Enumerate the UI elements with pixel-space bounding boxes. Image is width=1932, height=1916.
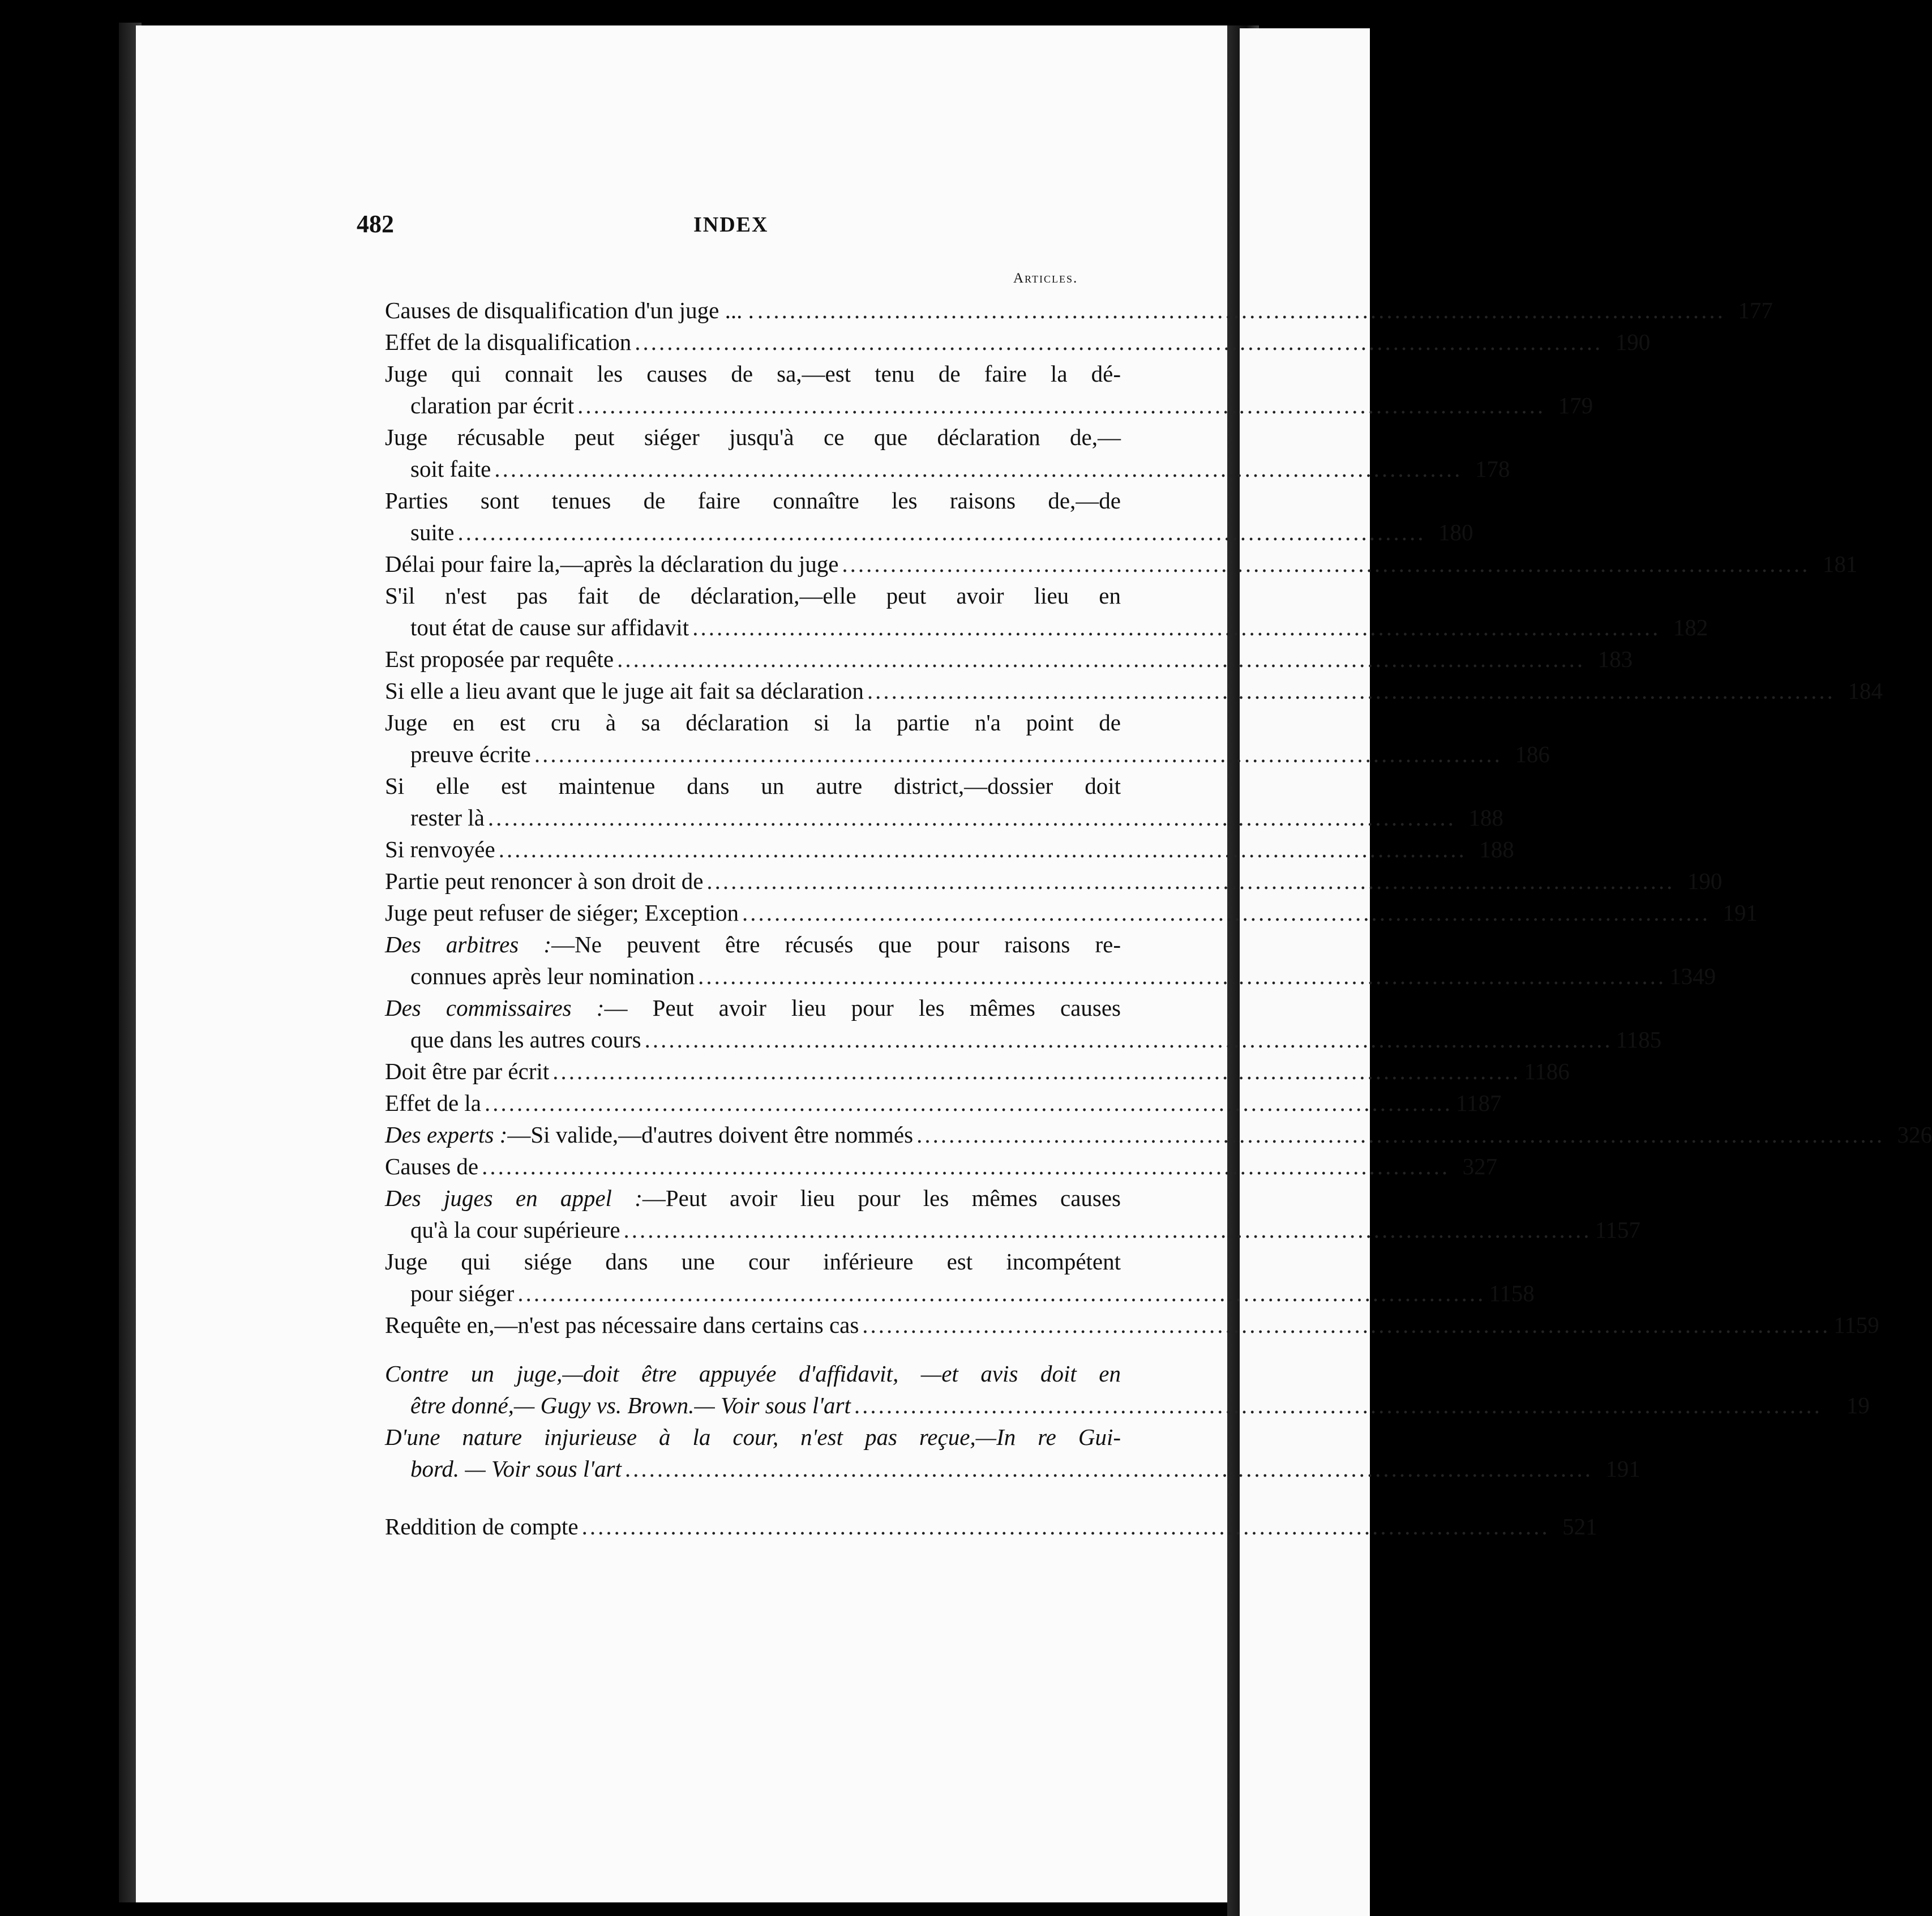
article-number: 326 (1897, 1122, 1932, 1148)
index-line (385, 707, 1121, 738)
index-entry-body: que dans les autres cours (410, 1027, 641, 1053)
index-line (410, 1214, 1641, 1246)
index-line (385, 1309, 1879, 1341)
index-entry-body: Effet de la disqualification (385, 329, 632, 355)
article-number: 177 (1738, 297, 1773, 323)
leader-dots: ........................................................................................................................ (494, 456, 1463, 482)
index-entry-italic: Des arbitres : (385, 931, 552, 957)
index-entry-body: Reddition de compte (385, 1513, 579, 1539)
index-entry-body: tout état de cause sur affidavit (410, 614, 689, 640)
leader-dots: ........................................................................................................................ (534, 741, 1502, 767)
index-entry-text (410, 1453, 622, 1485)
article-number: 191 (1605, 1456, 1640, 1482)
index-entry-text (410, 738, 531, 770)
index-entry-body: Juge qui siége dans une cour inférieure est incompétent (385, 1248, 1121, 1275)
index-entry-body: Causes de (385, 1153, 479, 1179)
article-number: 182 (1673, 614, 1708, 640)
index-entry-text (385, 294, 754, 326)
index-entry-text (410, 453, 491, 485)
index-line (385, 1119, 1932, 1151)
article-number: 179 (1558, 392, 1593, 418)
index-entry-text (385, 1119, 913, 1151)
article-number: 191 (1723, 900, 1758, 926)
leader-dots: ........................................................................................................................ (485, 1090, 1453, 1116)
index-entry-body: Parties sont tenues de faire connaître les raisons de,—de (385, 487, 1121, 514)
index-line (385, 1421, 1121, 1453)
index-entry-text (385, 675, 864, 707)
index-entry-text (385, 833, 495, 865)
leader-dots: ........................................................................................................................ (482, 1153, 1450, 1179)
index-entry-body: Si elle a lieu avant que le juge ait fait sa déclaration (385, 678, 864, 704)
leader-dots: ........................................................................................................................ (842, 551, 1810, 577)
index-line (385, 1246, 1121, 1277)
article-number: 521 (1562, 1513, 1597, 1539)
index-entry-italic: D'une nature injurieuse à la cour, n'est pas reçue,—In re Gui- (385, 1424, 1121, 1450)
index-entry-text (410, 516, 454, 548)
index-entry-body: Juge qui connait les causes de sa,—est tenu de faire la dé- (385, 361, 1121, 387)
index-line (410, 960, 1716, 992)
index-line (410, 1453, 1640, 1485)
leader-dots: ........................................................................................................................ (487, 805, 1456, 831)
index-line (385, 897, 1758, 929)
index-entry-body: Délai pour faire la,—après la déclaration du juge (385, 551, 839, 577)
leader-dots: ........................................................................................................................ (644, 1027, 1613, 1053)
index-entry-italic: Des commissaires : (385, 995, 605, 1021)
index-entry-text (385, 707, 1121, 738)
index-entry-text (385, 1151, 478, 1182)
index-entry-text (385, 770, 1121, 802)
index-entry-text (410, 1277, 514, 1309)
leader-dots: ........................................................................................................................ (706, 868, 1675, 894)
index-line (385, 1151, 1498, 1182)
index-line (385, 1055, 1570, 1087)
index-line (385, 1182, 1121, 1214)
index-line (410, 1024, 1662, 1055)
index-entry-text (385, 992, 1121, 1024)
index-entry-italic: Des juges en appel : (385, 1185, 642, 1211)
index-entry-italic: être donné,— Gugy vs. Brown.— Voir sous l'art (410, 1392, 851, 1418)
index-entry-body: soit faite (410, 456, 491, 482)
index-entry-body: Requête en,—n'est pas nécessaire dans certains cas (385, 1312, 859, 1338)
index-entry-italic: Des experts : (385, 1122, 508, 1148)
article-number: 183 (1597, 646, 1633, 672)
index-line (385, 580, 1121, 611)
index-entry-body: preuve écrite (410, 741, 531, 767)
index-line (410, 611, 1708, 643)
leader-dots: ........................................................................................................................ (624, 1456, 1593, 1482)
article-number: 188 (1479, 836, 1514, 862)
index-entry-text (385, 1246, 1121, 1277)
index-entry-body: Juge récusable peut siéger jusqu'à ce que déclaration de,— (385, 424, 1121, 450)
article-number: 1187 (1456, 1090, 1502, 1116)
leader-dots: ........................................................................................................................ (757, 297, 1725, 323)
index-entry-body: Causes de disqualification d'un juge ... . (385, 297, 754, 323)
article-number: 190 (1687, 868, 1723, 894)
index-entry-text (385, 1182, 1121, 1214)
article-number: 188 (1468, 805, 1503, 831)
index-entry-text (385, 865, 703, 897)
index-entry-text (385, 643, 614, 675)
leader-dots: ........................................................................................................................ (867, 678, 1835, 704)
index-entry-text (385, 929, 1121, 960)
index-line (385, 675, 1883, 707)
index-entry-body: Si elle est maintenue dans un autre district,—dossier doit (385, 773, 1121, 799)
running-head: INDEX (693, 213, 769, 237)
article-number: 1158 (1489, 1280, 1535, 1306)
index-entry-text (385, 1055, 549, 1087)
index-entry-text (410, 390, 574, 421)
index-line (410, 1389, 1870, 1421)
index-entry-body: Effet de la (385, 1090, 481, 1116)
index-entry-italic: Contre un juge,—doit être appuyée d'affidavit, —et avis doit en (385, 1361, 1121, 1387)
article-number: 180 (1438, 519, 1473, 545)
article-number: 184 (1848, 678, 1883, 704)
page-number: 482 (357, 210, 394, 238)
index-entry-body: connues après leur nomination (410, 963, 695, 989)
index-entry-italic: bord. — Voir sous l'art (410, 1456, 622, 1482)
index-line (385, 865, 1723, 897)
index-entry-text (385, 580, 1121, 611)
index-entry-body: qu'à la cour supérieure (410, 1217, 620, 1243)
index-entry-text (410, 1389, 851, 1421)
index-line (410, 738, 1550, 770)
index-entry-body: — Peut avoir lieu pour les mêmes causes (604, 995, 1121, 1021)
index-line (410, 453, 1510, 485)
index-line (385, 421, 1121, 453)
leader-dots: ........................................................................................................................ (742, 900, 1711, 926)
leader-dots: ........................................................................................................................ (916, 1122, 1885, 1148)
leader-dots: ........................................................................................................................ (581, 1513, 1550, 1539)
article-number: 178 (1475, 456, 1510, 482)
index-entry-text (410, 611, 689, 643)
index-line (385, 1511, 1597, 1542)
leader-dots: ........................................................................................................................ (854, 1392, 1822, 1418)
article-number: 327 (1462, 1153, 1498, 1179)
leader-dots: ........................................................................................................................ (617, 646, 1586, 672)
index-entry-body: pour siéger (410, 1280, 515, 1306)
index-entry-body: S'il n'est pas fait de déclaration,—elle peut avoir lieu en (385, 583, 1121, 609)
index-entry-body: Juge peut refuser de siéger; Exception (385, 900, 739, 926)
article-number: 19 (1846, 1392, 1870, 1418)
index-entry-body: claration par écrit (410, 392, 575, 418)
index-line (410, 802, 1503, 833)
index-line (410, 516, 1473, 548)
index-entry-text (410, 1024, 641, 1055)
index-line (385, 326, 1651, 358)
index-entry-text (385, 1358, 1121, 1389)
index-line (410, 390, 1593, 421)
index-entry-text (385, 326, 631, 358)
index-line (385, 485, 1121, 516)
article-number: 1186 (1524, 1058, 1570, 1084)
index-entry-text (385, 548, 838, 580)
leader-dots: ........................................................................................................................ (698, 963, 1667, 989)
index-line (385, 1358, 1121, 1389)
leader-dots: ........................................................................................................................ (517, 1280, 1486, 1306)
index-entry-body: —Peut avoir lieu pour les mêmes causes (642, 1185, 1121, 1211)
index-entry-text (385, 485, 1121, 516)
index-line (385, 548, 1858, 580)
index-entry-text (385, 421, 1121, 453)
index-entry-body: Juge en est cru à sa déclaration si la partie n'a point de (385, 709, 1121, 735)
index-entry-body: Si renvoyée (385, 836, 495, 862)
article-number: 190 (1615, 329, 1651, 355)
article-number: 1185 (1616, 1027, 1662, 1053)
index-line (385, 992, 1121, 1024)
index-entry-body: Est proposée par requête (385, 646, 614, 672)
index-line (385, 770, 1121, 802)
index-line (385, 1087, 1502, 1119)
index-line (385, 294, 1773, 326)
index-line (385, 643, 1633, 675)
article-number: 1157 (1595, 1217, 1641, 1243)
index-entry-text (385, 897, 739, 929)
index-entry-text (385, 1421, 1121, 1453)
index-entry-text (385, 1087, 481, 1119)
index-entry-text (385, 358, 1121, 390)
article-number: 181 (1822, 551, 1858, 577)
index-line (385, 833, 1514, 865)
leader-dots: ........................................................................................................................ (623, 1217, 1592, 1243)
column-heading: Articles. (1013, 271, 1078, 286)
index-entry-text (385, 1511, 579, 1542)
leader-dots: ........................................................................................................................ (635, 329, 1603, 355)
leader-dots: ........................................................................................................................ (577, 392, 1546, 418)
index-line (410, 1277, 1535, 1309)
index-entry-body: rester là (410, 805, 485, 831)
index-entry-text (385, 1309, 859, 1341)
leader-dots: ........................................................................................................................ (498, 836, 1467, 862)
index-entry-text (410, 960, 695, 992)
index-entry-body: Doit être par écrit (385, 1058, 550, 1084)
index-entry-body: —Si valide,—d'autres doivent être nommés (507, 1122, 914, 1148)
index-entry-body: suite (410, 519, 455, 545)
index-line (385, 358, 1121, 390)
leader-dots: ........................................................................................................................ (457, 519, 1426, 545)
index-line (385, 929, 1121, 960)
article-number: 186 (1515, 741, 1550, 767)
index-entry-body: —Ne peuvent être récusés que pour raisons re- (551, 931, 1121, 957)
article-number: 1349 (1669, 963, 1716, 989)
index-entry-body: Partie peut renoncer à son droit de (385, 868, 704, 894)
article-number: 1159 (1834, 1312, 1879, 1338)
index-entry-text (410, 1214, 620, 1246)
index-entry-text (410, 802, 485, 833)
leader-dots: ........................................................................................................................ (862, 1312, 1831, 1338)
leader-dots: ........................................................................................................................ (552, 1058, 1521, 1084)
leader-dots: ........................................................................................................................ (692, 614, 1661, 640)
